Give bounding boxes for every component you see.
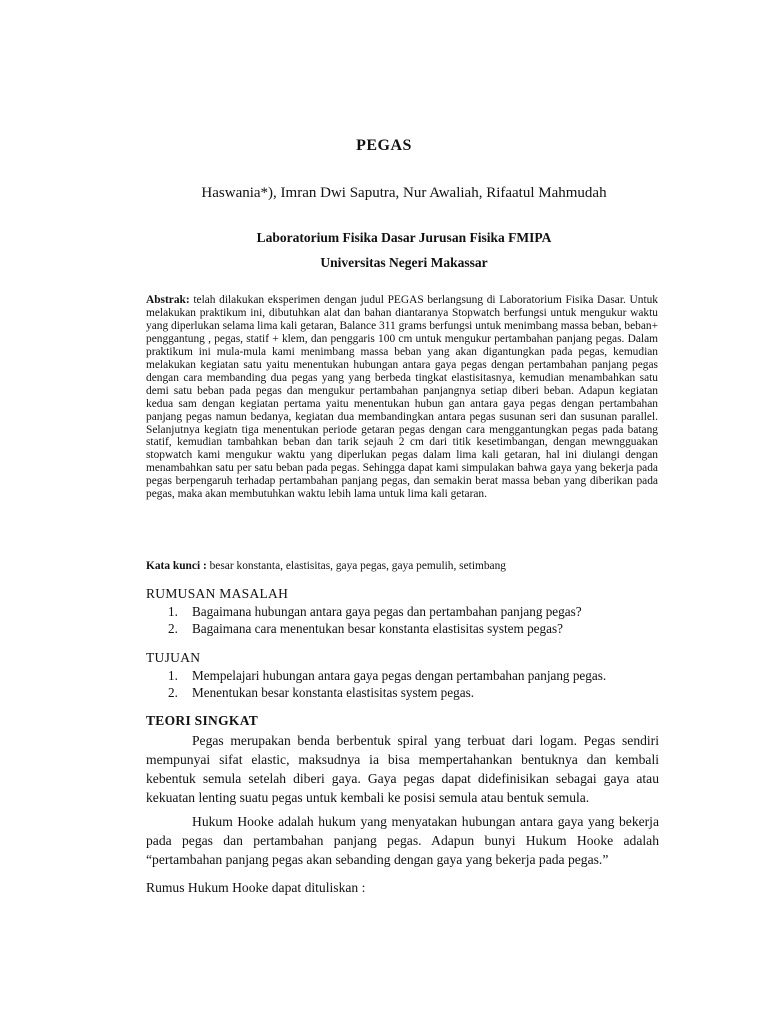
list-item [168, 603, 582, 620]
tujuan-list [168, 667, 606, 701]
teori-paragraph-1: Pegas merupakan benda berbentuk spiral yang terbuat dari logam. Pegas sendiri mempunyai sifat elastic, maksudnya ia bisa mempertahankan bentuknya dan kembali kebentuk semula setelah diberi gaya. Gaya pegas dapat didefinisikan sebagai gaya atau kekuatan lenting suatu pegas untuk kembali ke posisi semula atau bentuk semula. [146, 733, 659, 805]
list-text: Mempelajari hubungan antara gaya pegas dengan pertambahan panjang pegas. [192, 668, 607, 683]
list-item [168, 684, 606, 701]
list-item [168, 667, 606, 684]
keywords [146, 560, 658, 573]
document-title: PEGAS [356, 137, 412, 154]
rumusan-masalah-list [168, 603, 582, 637]
teori-paragraph-2: Hukum Hooke adalah hukum yang menyatakan hubungan antara gaya yang bekerja pada pegas dan pertambahan panjang pegas. Adapun bunyi Hukum Hooke adalah “pertambahan panjang pegas akan sebanding dengan gaya yang bekerja pada pegas.” [146, 814, 659, 867]
list-item [168, 620, 582, 637]
heading-tujuan: TUJUAN [146, 650, 201, 665]
teori-paragraph-3: Rumus Hukum Hooke dapat dituliskan : [146, 880, 366, 895]
heading-teori-singkat: TEORI SINGKAT [146, 713, 259, 728]
author-list: Haswania*), Imran Dwi Saputra, Nur Awaliah, Rifaatul Mahmudah [201, 185, 607, 201]
keywords-text: besar konstanta, elastisitas, gaya pegas, gaya pemulih, setimbang [206, 560, 507, 572]
list-number: 2. [168, 685, 178, 700]
keywords-label: Kata kunci : [146, 560, 207, 572]
abstract-text: telah dilakukan eksperimen dengan judul PEGAS berlangsung di Laboratorium Fisika Dasar. Untuk melakukan praktikum ini, dibutuhkan alat dan bahan diantaranya Stopwatch berfungsi untuk mengukur waktu yang diperlukan selama lima kali getaran, Balance 311 grams berfungsi untuk menimbang massa beban, beban+ penggantung , pegas, statif + klem, dan penggaris 100 cm untuk mengukur pertambahan panjang pegas. Dalam praktikum ini mula-mula kami menimbang massa beban yang akan digantungkan pada pegas, kemudian melakukan kegiatan satu yaitu menentukan hubungan antara gaya pegas dengan pertambahan panjang pegas dengan cara membanding dua pegas yang yang berbeda tingkat elastisitasnya, kemudian menambahkan satu demi satu beban pada pegas dan mengukur pertambahan panjangnya setiap diberi beban. Adapun kegiatan kedua sam dengan kegiatan pertama yaitu menentukan hubun gan antara gaya pegas dengan pertambahan panjang pegas namun bedanya, kegiatan dua membandingkan antara pegas susunan seri dan susunan parallel. Selanjutnya kegiatn tiga menentukan periode getaran pegas dengan cara menggantungkan pegas pada batang statif, kemudian tambahkan beban dan tarik sejauh 2 cm dari titik kesetimbangan, dengan mewngguakan stopwatch kami mengukur waktu yang diperlukan pegas dalam lima kali getaran, hal ini diulangi dengan menambahkan satu per satu beban pada pegas. Sehingga dapat kami simpulakan bahwa gaya yang bekerja pada pegas berpengaruh terhadap pertambahan panjang pegas, dan semakin berat massa beban yang diberikan pada pegas, maka akan membutuhkan waktu lebih lama untuk lima kali getaran. [146, 294, 658, 501]
list-number: 1. [168, 604, 178, 619]
list-text: Bagaimana hubungan antara gaya pegas dan pertambahan panjang pegas? [192, 604, 582, 619]
affiliation-university: Universitas Negeri Makassar [320, 255, 488, 270]
list-number: 2. [168, 621, 178, 636]
abstract-label: Abstrak: [146, 294, 190, 306]
list-text: Bagaimana cara menentukan besar konstanta elastisitas system pegas? [192, 621, 563, 636]
affiliation-lab: Laboratorium Fisika Dasar Jurusan Fisika FMIPA [256, 230, 552, 245]
heading-rumusan-masalah: RUMUSAN MASALAH [146, 586, 289, 601]
list-text: Menentukan besar konstanta elastisitas system pegas. [192, 685, 474, 700]
abstract [146, 294, 658, 501]
list-number: 1. [168, 668, 178, 683]
